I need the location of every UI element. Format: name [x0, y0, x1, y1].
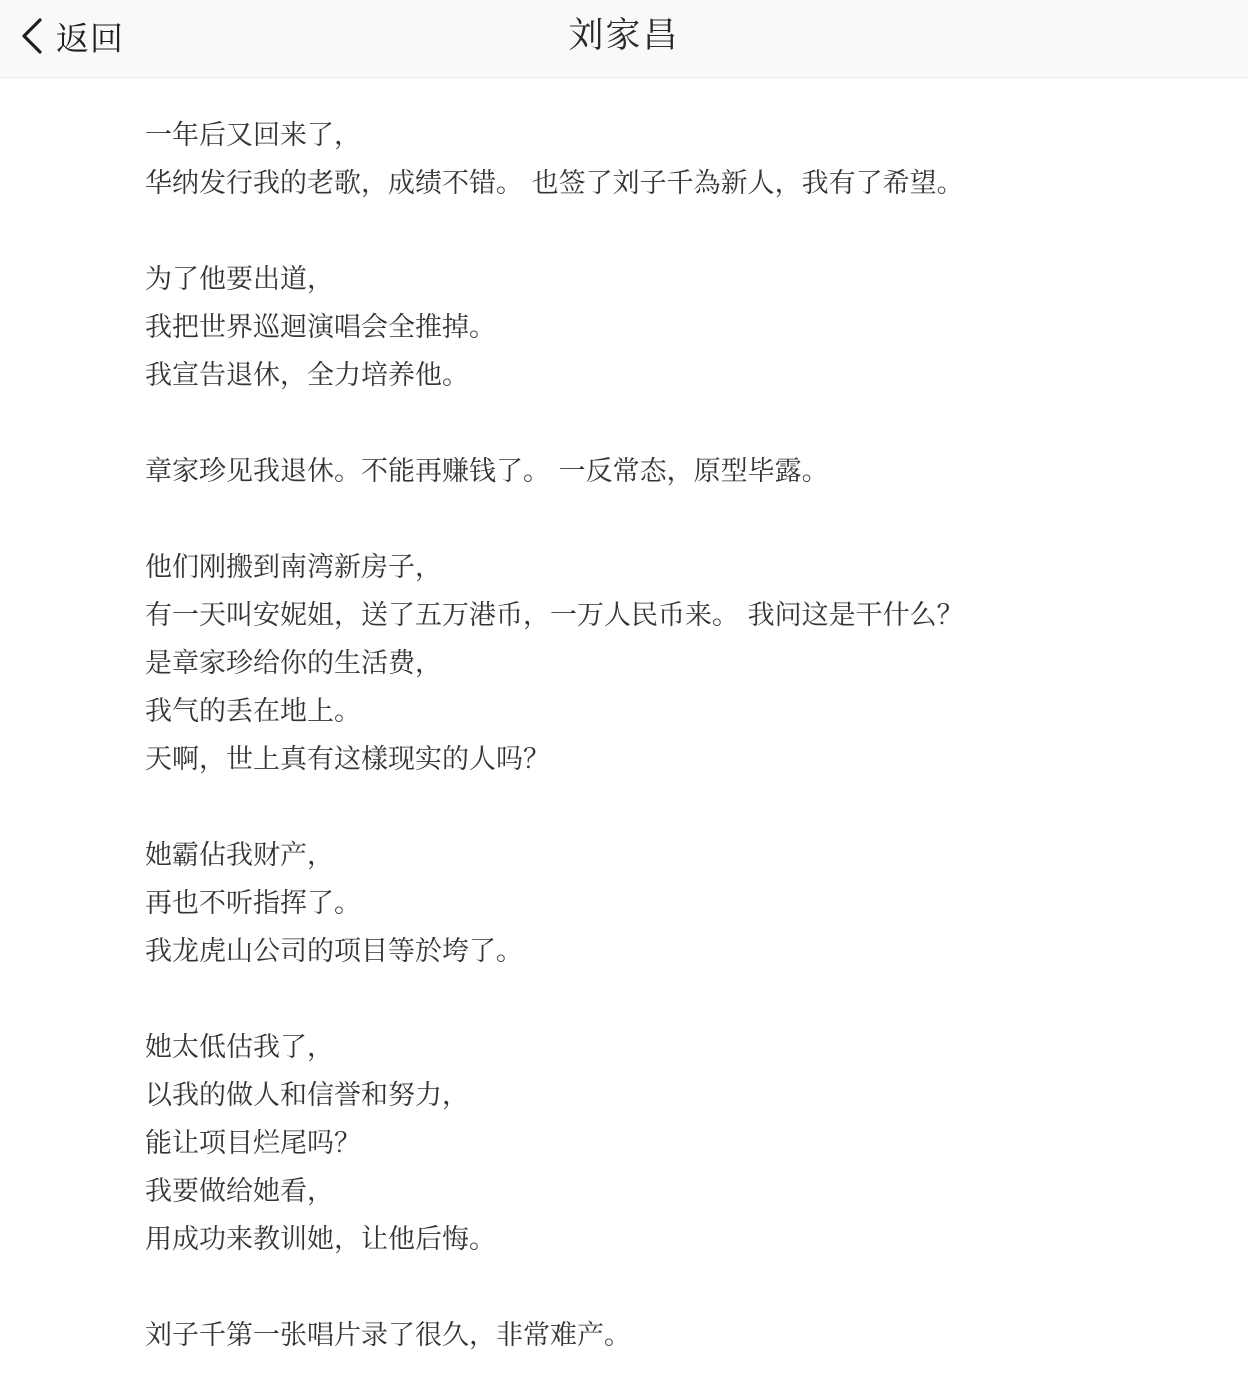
paragraph	[145, 112, 1208, 208]
navigation-bar	[0, 0, 1248, 78]
text-line: 一年后又回来了，	[145, 120, 361, 151]
text-line: 他们刚搬到南湾新房子，	[145, 552, 442, 583]
text-line: 有一天叫安妮姐，送了五万港币，一万人民币来。 我问这是干什么？	[145, 600, 964, 631]
paragraph-gap	[145, 400, 1208, 448]
text-line: 再也不听指挥了。	[145, 888, 361, 919]
paragraph-gap	[145, 784, 1208, 832]
paragraph	[145, 832, 1208, 976]
text-line: 能让项目烂尾吗？	[145, 1128, 361, 1159]
text-line: 用成功来教训她，让他后悔。	[145, 1224, 496, 1255]
page-title: 刘家昌	[568, 16, 680, 56]
text-line: 我宣告退休，全力培养他。	[145, 360, 469, 391]
paragraph-gap	[145, 496, 1208, 544]
text-line: 为了他要出道，	[145, 264, 334, 295]
article-body	[145, 112, 1208, 1360]
back-label: 返回	[56, 18, 124, 58]
text-line: 是章家珍给你的生活费，	[145, 648, 442, 679]
text-line: 我要做给她看，	[145, 1176, 334, 1207]
text-line: 华纳发行我的老歌，成绩不错。 也签了刘子千為新人，我有了希望。	[145, 168, 964, 199]
text-line: 刘子千第一张唱片录了很久，非常难产。	[145, 1320, 631, 1351]
text-line: 我气的丢在地上。	[145, 696, 361, 727]
text-line: 天啊，世上真有这樣现实的人吗？	[145, 744, 550, 775]
paragraph	[145, 1312, 1208, 1360]
text-line: 她太低估我了，	[145, 1032, 334, 1063]
text-line: 我龙虎山公司的项目等於垮了。	[145, 936, 523, 967]
paragraph-gap	[145, 976, 1208, 1024]
text-line: 我把世界巡迴演唱会全推掉。	[145, 312, 496, 343]
paragraph	[145, 448, 1208, 496]
text-line: 以我的做人和信誉和努力，	[145, 1080, 469, 1111]
paragraph-gap	[145, 1264, 1208, 1312]
paragraph	[145, 544, 1208, 784]
paragraph	[145, 1024, 1208, 1264]
paragraph-gap	[145, 208, 1208, 256]
text-line: 她霸佔我财产，	[145, 840, 334, 871]
paragraph	[145, 256, 1208, 400]
text-line: 章家珍见我退休。不能再赚钱了。 一反常态，原型毕露。	[145, 456, 829, 487]
